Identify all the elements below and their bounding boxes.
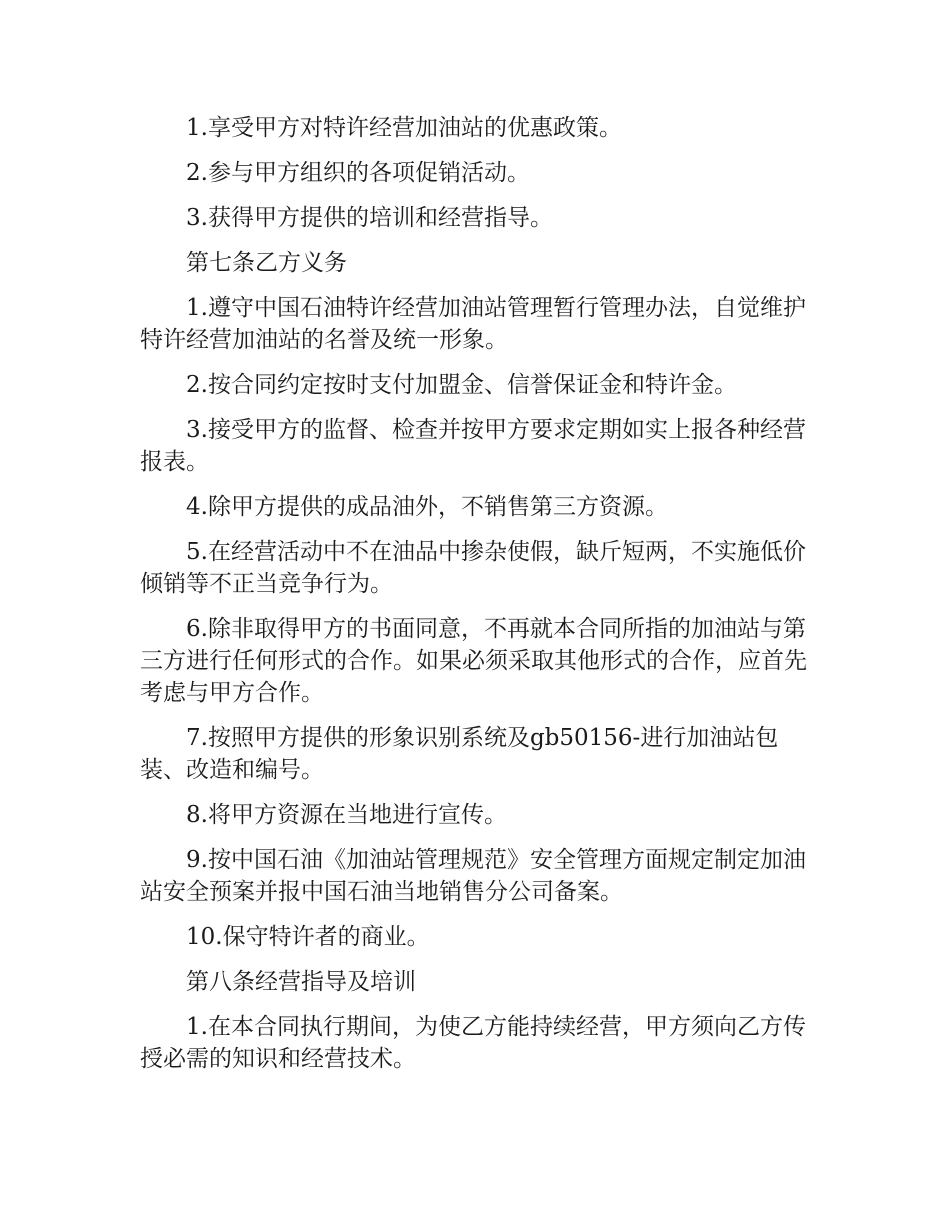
paragraph: 10.保守特许者的商业。 bbox=[186, 924, 430, 950]
paragraph: 7.按照甲方提供的形象识别系统及gb50156-进行加油站包装、改造和编号。 bbox=[140, 725, 779, 783]
document-body bbox=[140, 112, 820, 1075]
paragraph: 3.获得甲方提供的培训和经营指导。 bbox=[186, 205, 553, 231]
paragraph: 1.享受甲方对特许经营加油站的优惠政策。 bbox=[186, 115, 622, 141]
paragraph: 8.将甲方资源在当地进行宣传。 bbox=[186, 802, 507, 828]
paragraph: 1.在本合同执行期间，为使乙方能持续经营，甲方须向乙方传授必需的知识和经营技术。 bbox=[140, 1014, 806, 1072]
section-heading: 第七条乙方义务 bbox=[186, 250, 347, 276]
paragraph: 1.遵守中国石油特许经营加油站管理暂行管理办法，自觉维护特许经营加油站的名誉及统一形象。 bbox=[140, 295, 806, 353]
paragraph: 3.接受甲方的监督、检查并按甲方要求定期如实上报各种经营报表。 bbox=[140, 417, 806, 475]
paragraph: 2.参与甲方组织的各项促销活动。 bbox=[186, 160, 530, 186]
paragraph: 9.按中国石油《加油站管理规范》安全管理方面规定制定加油站安全预案并报中国石油当地销售分公司备案。 bbox=[140, 847, 806, 905]
paragraph: 5.在经营活动中不在油品中掺杂使假，缺斤短两，不实施低价倾销等不正当竞争行为。 bbox=[140, 539, 806, 597]
paragraph: 6.除非取得甲方的书面同意，不再就本合同所指的加油站与第三方进行任何形式的合作。如果必须采取其他形式的合作，应首先考虑与甲方合作。 bbox=[140, 616, 807, 706]
paragraph: 4.除甲方提供的成品油外，不销售第三方资源。 bbox=[186, 494, 668, 520]
paragraph: 2.按合同约定按时支付加盟金、信誉保证金和特许金。 bbox=[186, 372, 737, 398]
section-heading: 第八条经营指导及培训 bbox=[186, 969, 416, 995]
